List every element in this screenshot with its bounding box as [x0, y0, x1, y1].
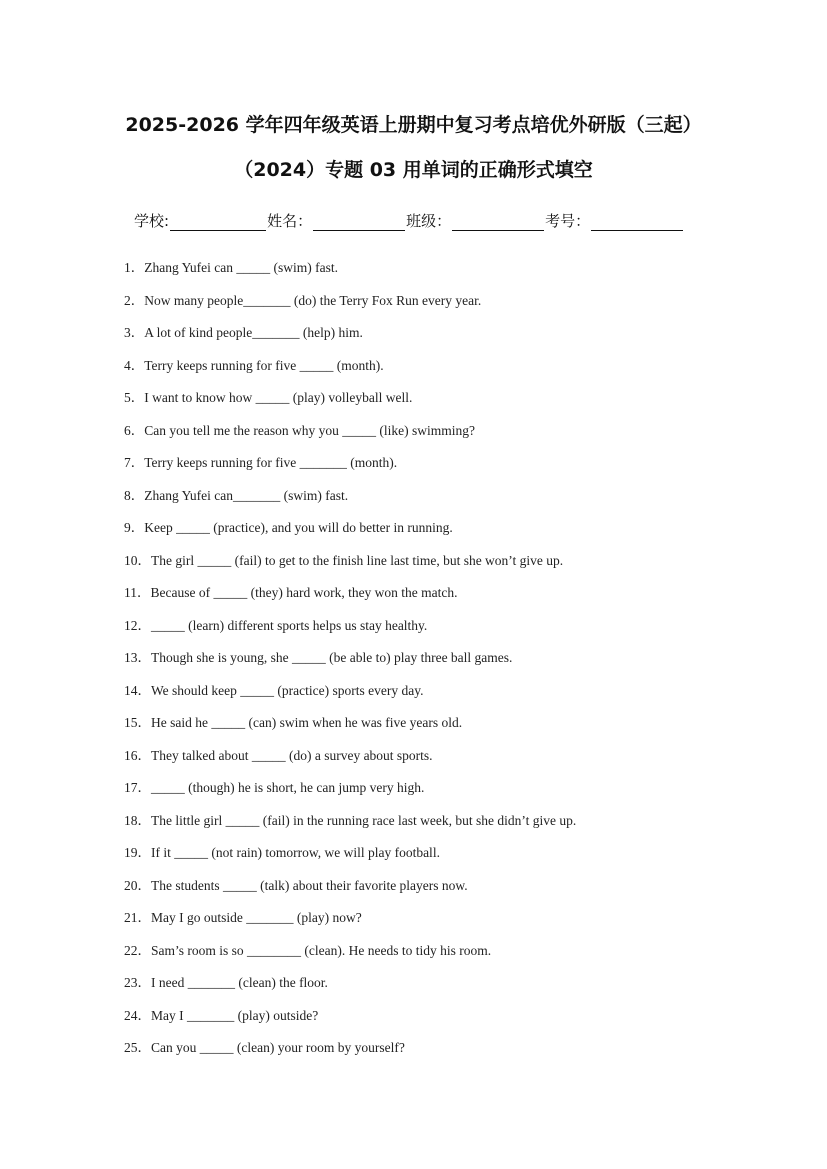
question-text: Can you _____ (clean) your room by yourself? — [151, 1040, 405, 1055]
question-number: 25． — [124, 1040, 151, 1055]
question-item — [124, 876, 784, 909]
question-item — [124, 388, 784, 421]
page-title-line1: 2025-2026 学年四年级英语上册期中复习考点培优外研版（三起） — [125, 114, 702, 136]
question-number: 7． — [124, 455, 145, 470]
question-text: They talked about _____ (do) a survey about sports. — [151, 747, 433, 763]
class-blank[interactable] — [452, 214, 544, 231]
question-number: 15． — [124, 715, 151, 730]
school-blank[interactable] — [170, 214, 266, 231]
question-item — [124, 616, 784, 649]
question-text: May I _______ (play) outside? — [151, 1007, 319, 1023]
question-item — [124, 941, 784, 974]
question-text: _____ (learn) different sports helps us stay healthy. — [151, 617, 428, 633]
question-text: May I go outside _______ (play) now? — [151, 910, 362, 925]
question-number: 6． — [124, 422, 145, 438]
question-list — [124, 258, 784, 1071]
question-item — [124, 973, 784, 1006]
question-text: The girl _____ (fail) to get to the finish line last time, but she won’t give up. — [151, 552, 564, 568]
question-number: 24． — [124, 1007, 151, 1023]
question-number: 10． — [124, 552, 151, 568]
name-label: 姓名： — [267, 212, 313, 230]
question-number: 17． — [124, 780, 151, 795]
exam-number-blank[interactable] — [591, 214, 683, 231]
question-item — [124, 486, 784, 519]
question-item — [124, 453, 784, 486]
exam-number-label: 考号： — [545, 212, 591, 230]
question-number: 21． — [124, 910, 151, 925]
question-text: I want to know how _____ (play) volleyball well. — [144, 390, 413, 405]
question-text: Can you tell me the reason why you _____ (like) swimming? — [144, 422, 475, 438]
question-item — [124, 356, 784, 389]
class-label: 班级： — [406, 212, 452, 230]
question-item — [124, 746, 784, 779]
question-text: Terry keeps running for five _____ (month). — [144, 357, 384, 373]
question-text: The little girl _____ (fail) in the running race last week, but she didn’t give up. — [151, 812, 577, 828]
question-number: 13． — [124, 650, 151, 665]
question-text: He said he _____ (can) swim when he was five years old. — [151, 715, 463, 730]
question-number: 12． — [124, 617, 151, 633]
name-blank[interactable] — [313, 214, 405, 231]
question-text: _____ (though) he is short, he can jump very high. — [151, 780, 425, 795]
question-item — [124, 1006, 784, 1039]
question-item — [124, 1038, 784, 1071]
question-item — [124, 811, 784, 844]
question-text: The students _____ (talk) about their favorite players now. — [151, 877, 468, 893]
question-number: 1． — [124, 260, 145, 275]
question-number: 9． — [124, 520, 145, 535]
question-text: Because of _____ (they) hard work, they won the match. — [150, 585, 458, 600]
question-text: We should keep _____ (practice) sports every day. — [151, 682, 424, 698]
question-number: 8． — [124, 487, 145, 503]
page-title-line2: （2024）专题 03 用单词的正确形式填空 — [234, 159, 593, 181]
question-item — [124, 778, 784, 811]
question-number: 14． — [124, 682, 151, 698]
student-info-row — [134, 210, 684, 231]
question-item — [124, 583, 784, 616]
question-item — [124, 551, 784, 584]
question-item — [124, 291, 784, 324]
question-text: A lot of kind people_______ (help) him. — [144, 325, 363, 340]
question-item — [124, 421, 784, 454]
question-text: Sam’s room is so ________ (clean). He needs to tidy his room. — [151, 942, 492, 958]
question-number: 4． — [124, 357, 145, 373]
question-item — [124, 323, 784, 356]
question-text: Now many people_______ (do) the Terry Fox Run every year. — [144, 292, 482, 308]
question-item — [124, 713, 784, 746]
school-label: 学校: — [134, 212, 170, 230]
question-text: Keep _____ (practice), and you will do better in running. — [144, 520, 453, 535]
question-number: 23． — [124, 975, 151, 990]
question-text: Zhang Yufei can _____ (swim) fast. — [144, 260, 338, 275]
question-text: Though she is young, she _____ (be able to) play three ball games. — [151, 650, 513, 665]
question-number: 20． — [124, 877, 151, 893]
question-number: 5． — [124, 390, 145, 405]
question-number: 16． — [124, 747, 151, 763]
question-number: 19． — [124, 845, 151, 860]
question-text: Terry keeps running for five _______ (month). — [144, 455, 398, 470]
question-number: 3． — [124, 325, 145, 340]
question-item — [124, 908, 784, 941]
question-number: 22． — [124, 942, 151, 958]
question-item — [124, 518, 784, 551]
question-item — [124, 843, 784, 876]
question-number: 18． — [124, 812, 151, 828]
question-text: If it _____ (not rain) tomorrow, we will play football. — [151, 845, 440, 860]
question-text: Zhang Yufei can_______ (swim) fast. — [144, 487, 349, 503]
question-item — [124, 258, 784, 291]
question-number: 11． — [124, 585, 151, 600]
question-item — [124, 681, 784, 714]
question-number: 2． — [124, 292, 145, 308]
question-text: I need _______ (clean) the floor. — [151, 975, 328, 990]
question-item — [124, 648, 784, 681]
